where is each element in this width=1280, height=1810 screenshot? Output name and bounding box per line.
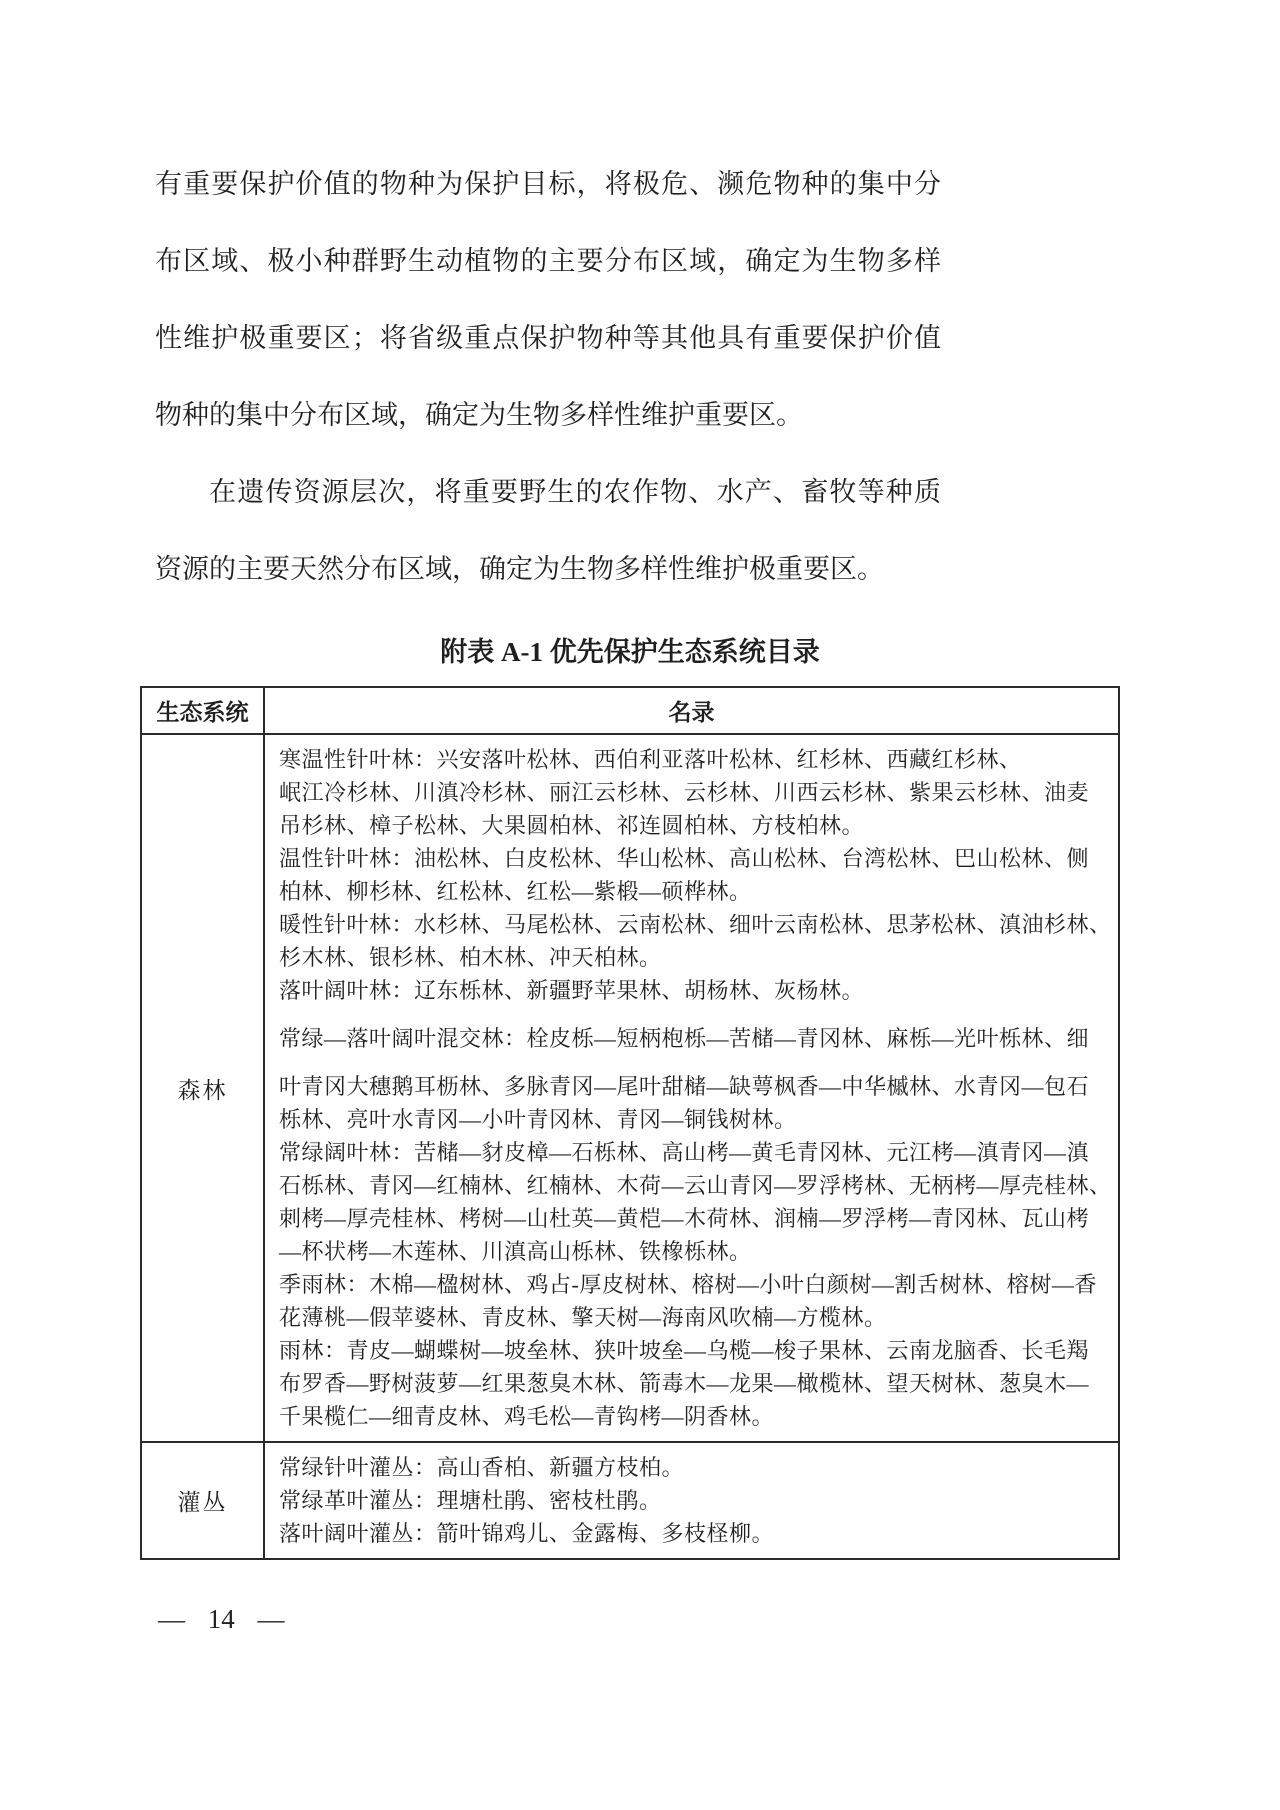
catalog-cell-forest [264, 734, 1119, 1442]
paragraph-genetic-resources [155, 454, 941, 608]
catalog-line: 落叶阔叶灌丛：箭叶锦鸡儿、金露梅、多枝柽柳。 [279, 1521, 775, 1546]
page-number: — 14 — [158, 1604, 285, 1634]
catalog-cell-shrub [264, 1442, 1119, 1559]
catalog-line: 石栎林、青冈—红楠林、红楠林、木荷—云山青冈—罗浮栲林、无柄栲—厚壳桂林、 [279, 1173, 1112, 1198]
table-header-row [141, 687, 1119, 734]
catalog-line: 常绿阔叶林：苦槠—豺皮樟—石栎林、高山栲—黄毛青冈林、元江栲—滇青冈—滇 [279, 1140, 1090, 1165]
body-text-line: 资源的主要天然分布区域，确定为生物多样性维护极重要区。 [155, 554, 884, 584]
body-text-line: 在遗传资源层次，将重要野生的农作物、水产、畜牧等种质 [209, 477, 941, 507]
catalog-line: 叶青冈大穗鹅耳枥林、多脉青冈—尾叶甜槠—缺萼枫香—中华槭林、水青冈—包石 [279, 1074, 1090, 1099]
paragraph-species-protection [155, 146, 941, 454]
table-header-list: 名录 [264, 687, 1119, 734]
catalog-line: 栎林、亮叶水青冈—小叶青冈林、青冈—铜钱树林。 [279, 1107, 797, 1132]
body-text-line: 有重要保护价值的物种为保护目标，将极危、濒危物种的集中分 [155, 169, 941, 199]
body-text-line: 布区域、极小种群野生动植物的主要分布区域，确定为生物多样 [155, 246, 941, 276]
table-row-forest [141, 734, 1119, 1442]
catalog-line: 常绿—落叶阔叶混交林：栓皮栎—短柄枹栎—苦槠—青冈林、麻栎—光叶栎林、细 [279, 1026, 1090, 1051]
catalog-line: 花薄桃—假苹婆林、青皮林、擎天树—海南风吹楠—方榄林。 [279, 1305, 887, 1330]
catalog-line: 刺栲—厚壳桂林、栲树—山杜英—黄桤—木荷林、润楠—罗浮栲—青冈林、瓦山栲 [279, 1206, 1090, 1231]
ecosystem-cell-shrub: 灌丛 [141, 1442, 264, 1559]
ecosystem-table [140, 686, 1120, 1560]
table-header-ecosystem: 生态系统 [141, 687, 264, 734]
ecosystem-cell-forest: 森林 [141, 734, 264, 1442]
catalog-line: —杯状栲—木莲林、川滇高山栎林、铁橡栎林。 [279, 1239, 752, 1264]
catalog-line: 雨林：青皮—蝴蝶树—坡垒林、狭叶坡垒—乌榄—梭子果林、云南龙脑香、长毛羯 [279, 1338, 1090, 1363]
catalog-line: 温性针叶林：油松林、白皮松林、华山松林、高山松林、台湾松林、巴山松林、侧 [279, 846, 1090, 871]
table-title: 附表 A-1 优先保护生态系统目录 [440, 637, 820, 667]
catalog-line: 吊杉林、樟子松林、大果圆柏林、祁连圆柏林、方枝柏林。 [279, 813, 865, 838]
catalog-line: 常绿针叶灌丛：高山香柏、新疆方枝柏。 [279, 1455, 685, 1480]
catalog-line: 岷江冷杉林、川滇冷杉林、丽江云杉林、云杉林、川西云杉林、紫果云杉林、油麦 [279, 780, 1090, 805]
catalog-line: 寒温性针叶林：兴安落叶松林、西伯利亚落叶松林、红杉林、西藏红杉林、 [279, 747, 1022, 772]
body-text-line: 物种的集中分布区域，确定为生物多样性维护重要区。 [155, 400, 803, 430]
catalog-line: 常绿革叶灌丛：理塘杜鹃、密枝杜鹃。 [279, 1488, 662, 1513]
table-row-shrub [141, 1442, 1119, 1559]
catalog-line: 杉木林、银杉林、柏木林、冲天柏林。 [279, 945, 662, 970]
catalog-line: 柏林、柳杉林、红松林、红松—紫椴—硕桦林。 [279, 879, 752, 904]
catalog-line: 暖性针叶林：水杉林、马尾松林、云南松林、细叶云南松林、思茅松林、滇油杉林、 [279, 912, 1112, 937]
catalog-line: 布罗香—野树菠萝—红果葱臭木林、箭毒木—龙果—橄榄林、望天树林、葱臭木— [279, 1371, 1090, 1396]
catalog-line: 落叶阔叶林：辽东栎林、新疆野苹果林、胡杨林、灰杨林。 [279, 978, 865, 1003]
body-text-line: 性维护极重要区；将省级重点保护物种等其他具有重要保护价值 [155, 323, 941, 353]
catalog-line: 千果榄仁—细青皮林、鸡毛松—青钩栲—阴香林。 [279, 1404, 775, 1429]
catalog-line: 季雨林：木棉—楹树林、鸡占-厚皮树林、榕树—小叶白颜树—割舌树林、榕树—香 [279, 1272, 1097, 1297]
